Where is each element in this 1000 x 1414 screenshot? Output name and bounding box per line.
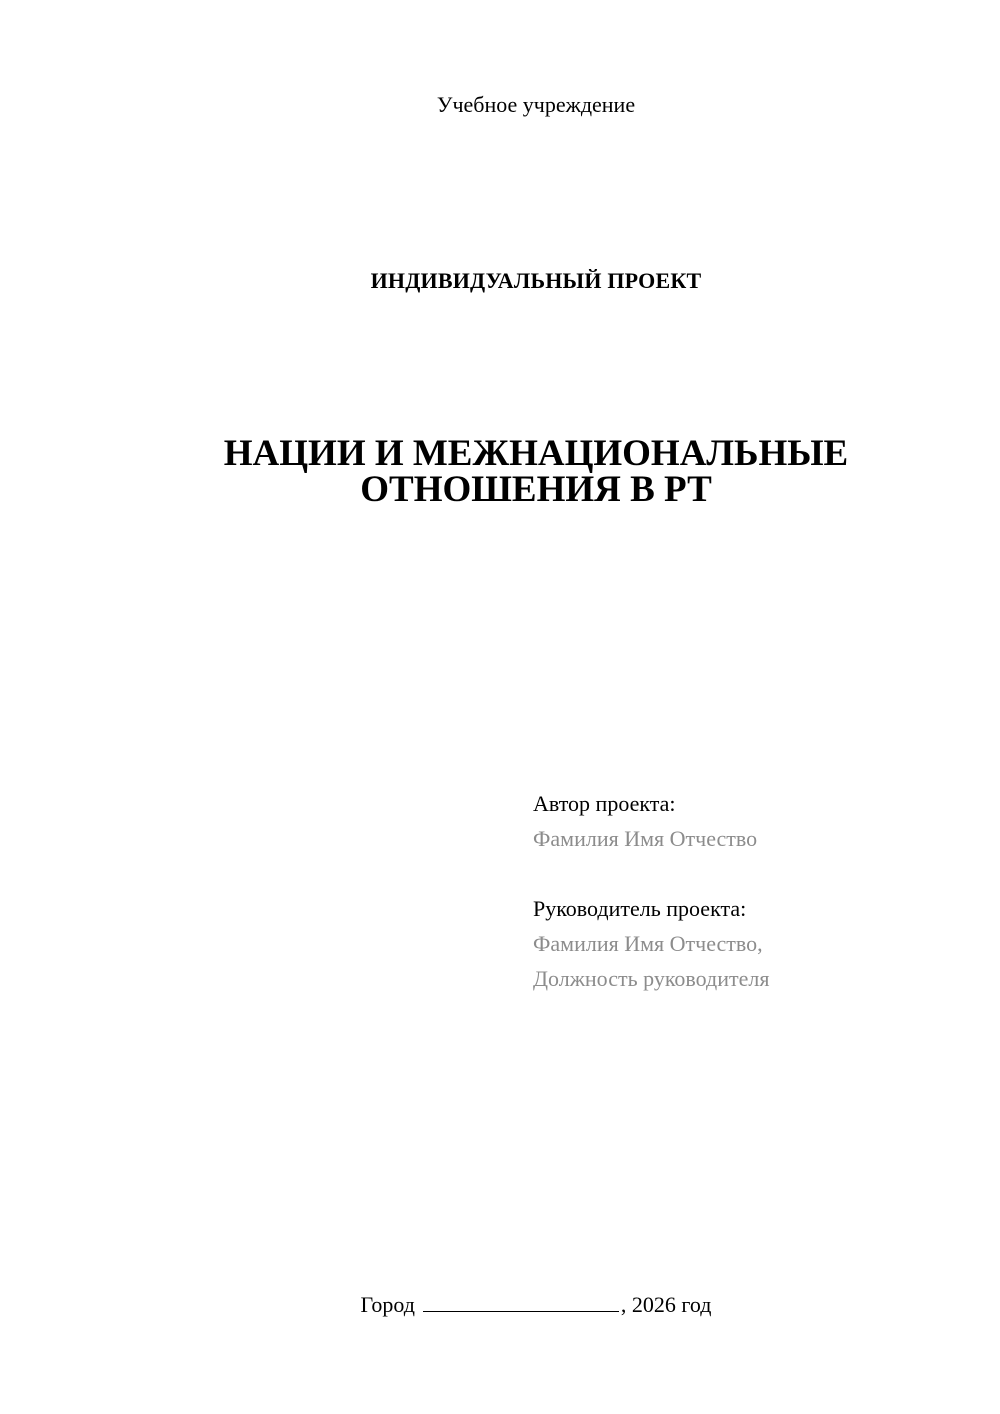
supervisor-name-placeholder: Фамилия Имя Отчество, [533, 931, 763, 956]
institution-name: Учебное учреждение [436, 92, 636, 117]
supervisor-position-placeholder: Должность руководителя [533, 966, 770, 991]
document-type: ИНДИВИДУАЛЬНЫЙ ПРОЕКТ [370, 268, 702, 293]
credits-block [533, 786, 973, 996]
project-title-line-2: ОТНОШЕНИЯ В РТ [360, 469, 712, 510]
year-text: , 2026 год [620, 1292, 712, 1317]
city-blank-underline [423, 1291, 619, 1312]
city-label: Город [360, 1292, 415, 1317]
supervisor-label: Руководитель проекта: [533, 896, 747, 921]
city-year-line [0, 1290, 1000, 1320]
project-title [0, 433, 1000, 510]
project-title-line-1: НАЦИИ И МЕЖНАЦИОНАЛЬНЫЕ [223, 433, 849, 474]
author-name-placeholder: Фамилия Имя Отчество [533, 826, 758, 851]
author-label: Автор проекта: [533, 791, 676, 816]
credits-spacer [533, 856, 973, 891]
